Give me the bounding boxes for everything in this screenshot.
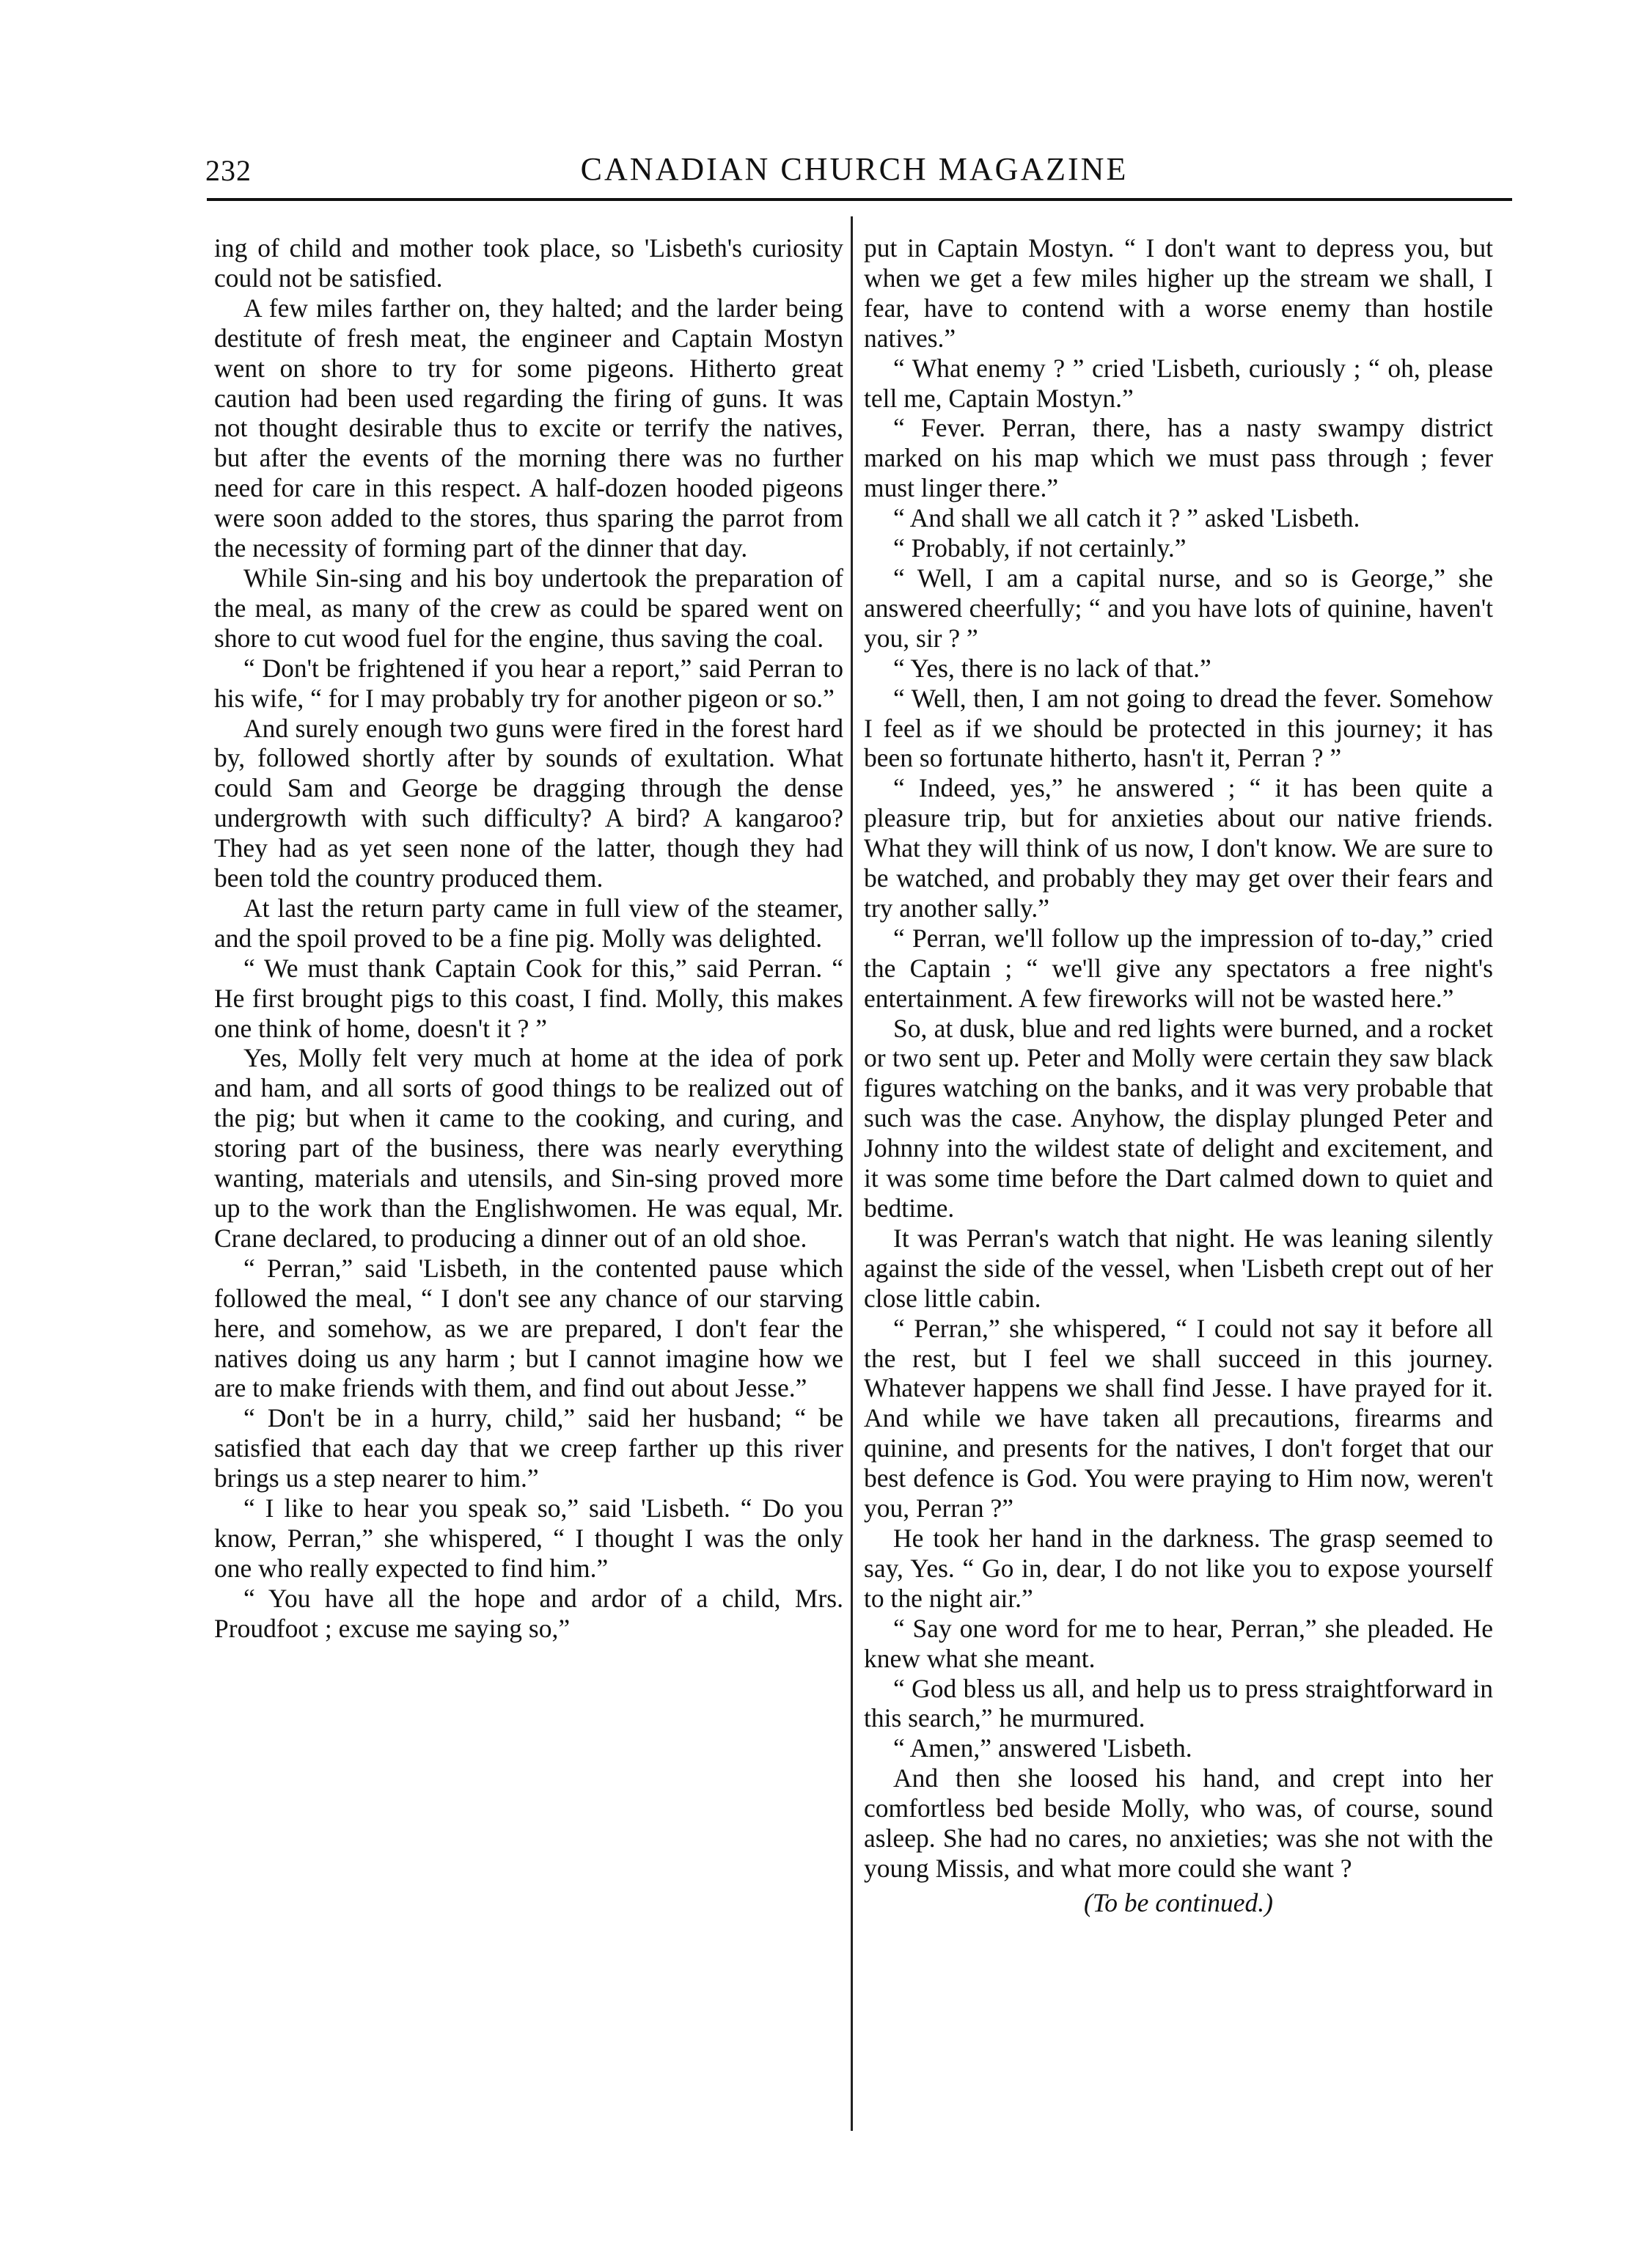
paragraph: “ Don't be in a hurry, child,” said her husband; “ be satisfied that each day that we creep farther up this river brings us a step nearer to him.” xyxy=(214,1403,843,1493)
paragraph: “ Don't be frightened if you hear a report,” said Perran to his wife, “ for I may probably try for another pigeon or so.” xyxy=(214,653,843,713)
paragraph: “ Say one word for me to hear, Perran,” she pleaded. He knew what she meant. xyxy=(864,1613,1493,1673)
paragraph: “ What enemy ? ” cried 'Lisbeth, curiously ; “ oh, please tell me, Captain Mostyn.” xyxy=(864,353,1493,413)
paragraph: “ And shall we all catch it ? ” asked 'Lisbeth. xyxy=(893,503,1360,533)
paragraph: He took her hand in the darkness. The grasp seemed to say, Yes. “ Go in, dear, I do not like you to expose yourself to the night air.” xyxy=(864,1523,1493,1613)
paragraph: put in Captain Mostyn. “ I don't want to depress you, but when we get a few miles higher up the stream we shall, I fear, have to contend with a worse enemy than hostile natives.” xyxy=(864,233,1493,353)
paragraph: It was Perran's watch that night. He was leaning silently against the side of the vessel, when 'Lisbeth crept out of her close little cabin. xyxy=(864,1223,1493,1313)
paragraph: A few miles farther on, they halted; and the larder being destitute of fresh meat, the engineer and Captain Mostyn went on shore to try for some pigeons. Hitherto great caution had been used regarding the firing of guns. It was not thought desirable thus to excite or terrify the natives, but after the events of the morning there was no further need for care in this respect. A half-dozen hooded pigeons were soon added to the stores, thus sparing the parrot from the necessity of forming part of the dinner that day. xyxy=(214,293,843,563)
paragraph: Yes, Molly felt very much at home at the idea of pork and ham, and all sorts of good things to be realized out of the pig; but when it came to the cooking, and curing, and storing part of the business, there was nearly everything wanting, materials and utensils, and Sin-sing proved more up to the work than the Englishwomen. He was equal, Mr. Crane declared, to producing a dinner out of an old shoe. xyxy=(214,1043,843,1253)
to-be-continued-note: (To be continued.) xyxy=(1084,1887,1273,1917)
paragraph: “ Probably, if not certainly.” xyxy=(893,533,1187,563)
left-column xyxy=(214,233,843,2140)
paragraph: “ You have all the hope and ardor of a child, Mrs. Proudfoot ; excuse me saying so,” xyxy=(214,1583,843,1643)
paragraph: “ I like to hear you speak so,” said 'Lisbeth. “ Do you know, Perran,” she whispered, “ I thought I was the only one who really expected to find him.” xyxy=(214,1493,843,1583)
paragraph: “ We must thank Captain Cook for this,” said Perran. “ He first brought pigs to this coast, I find. Molly, this makes one think of home, doesn't it ? ” xyxy=(214,953,843,1043)
paragraph: “ Well, then, I am not going to dread the fever. Somehow I feel as if we should be protected in this journey; it has been so fortunate hitherto, hasn't it, Perran ? ” xyxy=(864,683,1493,773)
paragraph: “ Indeed, yes,” he answered ; “ it has been quite a pleasure trip, but for anxieties about our native friends. What they will think of us now, I don't know. We are sure to be watched, and probably they may get over their fears and try another sally.” xyxy=(864,773,1493,923)
header-rule xyxy=(207,198,1512,201)
paragraph: And then she loosed his hand, and crept into her comfortless bed beside Molly, who was, of course, sound asleep. She had no cares, no anxieties; was she not with the young Missis, and what more could she want ? xyxy=(864,1763,1493,1883)
column-divider xyxy=(851,216,853,2131)
paragraph: So, at dusk, blue and red lights were burned, and a rocket or two sent up. Peter and Molly were certain they saw black figures watching on the banks, and it was very probable that such was the case. Anyhow, the display plunged Peter and Johnny into the wildest state of delight and excitement, and it was some time before the Dart calmed down to quiet and bedtime. xyxy=(864,1013,1493,1223)
paragraph: While Sin-sing and his boy undertook the preparation of the meal, as many of the crew as could be spared went on shore to cut wood fuel for the engine, thus saving the coal. xyxy=(214,563,843,653)
paragraph: “ Well, I am a capital nurse, and so is George,” she answered cheerfully; “ and you have lots of quinine, haven't you, sir ? ” xyxy=(864,563,1493,653)
page-number: 232 xyxy=(205,154,252,187)
page-header xyxy=(198,150,1511,194)
paragraph: ing of child and mother took place, so 'Lisbeth's curiosity could not be satisfied. xyxy=(214,233,843,293)
magazine-title: CANADIAN CHURCH MAGAZINE xyxy=(580,151,1129,187)
paragraph: “ Perran,” said 'Lisbeth, in the contented pause which followed the meal, “ I don't see any chance of our starving here, and somehow, as we are prepared, I don't fear the natives doing us any harm ; but I cannot imagine how we are to make friends with them, and find out about Jesse.” xyxy=(214,1253,843,1403)
paragraph: “ Perran, we'll follow up the impression of to-day,” cried the Captain ; “ we'll give any spectators a free night's entertainment. A few fireworks will not be wasted here.” xyxy=(864,923,1493,1013)
right-column xyxy=(864,233,1493,2140)
paragraph: “ Perran,” she whispered, “ I could not say it before all the rest, but I feel we shall succeed in this journey. Whatever happens we shall find Jesse. I have prayed for it. And while we have taken all precautions, firearms and quinine, and presents for the natives, I don't forget that our best defence is God. You were praying to Him now, weren't you, Perran ?” xyxy=(864,1313,1493,1523)
paragraph: “ Yes, there is no lack of that.” xyxy=(893,653,1211,683)
paragraph: “ God bless us all, and help us to press straightforward in this search,” he murmured. xyxy=(864,1673,1493,1733)
paragraph: And surely enough two guns were fired in the forest hard by, followed shortly after by sounds of exultation. What could Sam and George be dragging through the dense undergrowth with such difficulty? A bird? A kangaroo? They had as yet seen none of the latter, though they had been told the country produced them. xyxy=(214,713,843,893)
paragraph: At last the return party came in full view of the steamer, and the spoil proved to be a fine pig. Molly was delighted. xyxy=(214,893,843,953)
paragraph: “ Fever. Perran, there, has a nasty swampy district marked on his map which we must pass through ; fever must linger there.” xyxy=(864,413,1493,503)
paragraph: “ Amen,” answered 'Lisbeth. xyxy=(893,1733,1192,1763)
